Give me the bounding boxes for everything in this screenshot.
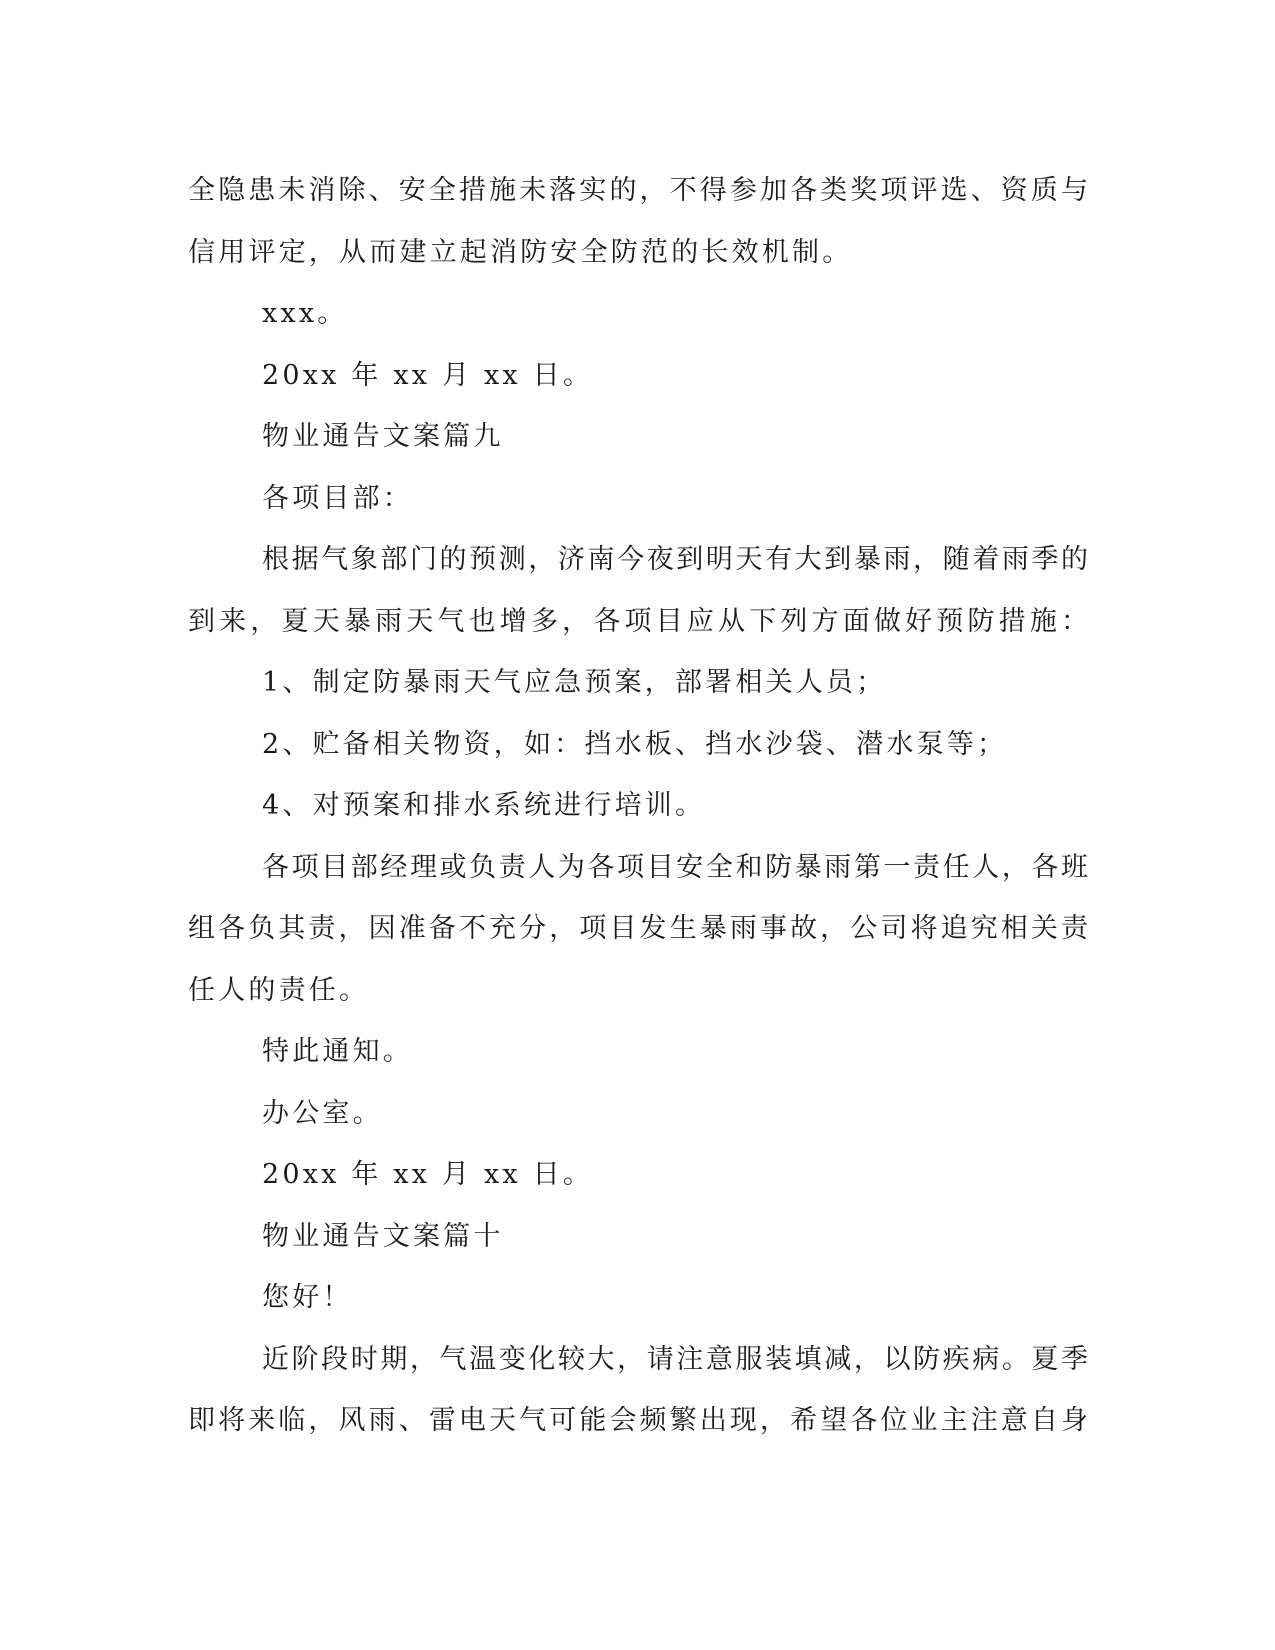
signature-line: 办公室。 (262, 1097, 383, 1129)
body-text-line: 信用评定，从而建立起消防安全防范的长效机制。 (188, 236, 853, 268)
body-text-line: 任人的责任。 (188, 974, 370, 1006)
closing-line: 特此通知。 (262, 1036, 413, 1067)
list-item: 1、制定防暴雨天气应急预案，部署相关人员； (262, 667, 887, 698)
body-text-line: 各项目部经理或负责人为各项目安全和防暴雨第一责任人，各班 (262, 851, 1088, 883)
body-text-line: 组各负其责，因准备不充分，项目发生暴雨事故，公司将追究相关责 (188, 913, 1088, 944)
body-text-line: 即将来临，风雨、雷电天气可能会频繁出现，希望各位业主注意自身 (188, 1405, 1088, 1436)
body-text-line: 近阶段时期，气温变化较大，请注意服装填减，以防疾病。夏季 (262, 1343, 1088, 1375)
date-line: 20xx 年 xx 月 xx 日。 (262, 1159, 594, 1190)
list-item: 4、对预案和排水系统进行培训。 (262, 790, 706, 821)
section-heading: 物业通告文案篇九 (262, 421, 504, 452)
body-text-line: 根据气象部门的预测，济南今夜到明天有大到暴雨，随着雨季的 (262, 544, 1088, 575)
salutation-line: 您好！ (262, 1282, 353, 1313)
salutation-line: 各项目部： (262, 482, 413, 514)
body-text-line: 全隐患未消除、安全措施未落实的，不得参加各类奖项评选、资质与 (188, 175, 1088, 206)
date-line: 20xx 年 xx 月 xx 日。 (262, 359, 594, 391)
list-item: 2、贮备相关物资，如：挡水板、挡水沙袋、潜水泵等； (262, 728, 1008, 760)
signature-line: xxx。 (262, 298, 348, 329)
body-text-line: 到来，夏天暴雨天气也增多，各项目应从下列方面做好预防措施： (188, 605, 1088, 637)
section-heading: 物业通告文案篇十 (262, 1220, 504, 1252)
document-body (188, 160, 1088, 1452)
